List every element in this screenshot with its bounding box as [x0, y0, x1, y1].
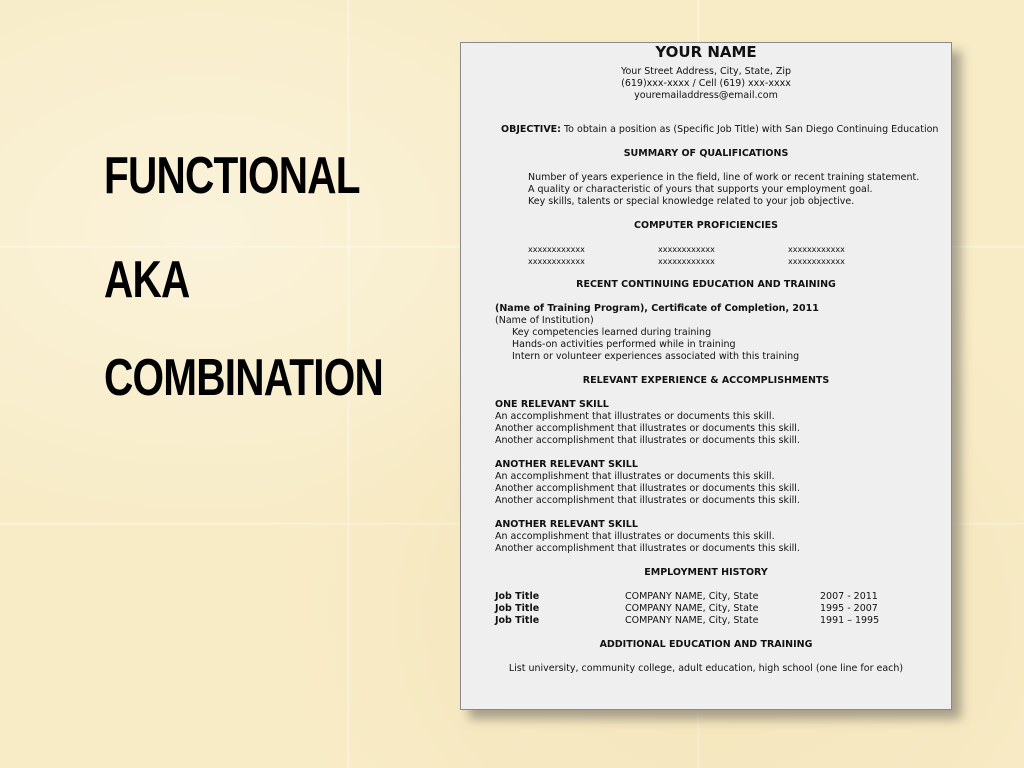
job-company: COMPANY NAME, City, State [625, 603, 759, 614]
heading-combination: COMBINATION [104, 349, 384, 407]
program-detail: Intern or volunteer experiences associated with this training [512, 351, 800, 362]
objective-line [501, 124, 938, 136]
summary-heading: SUMMARY OF QUALIFICATIONS [623, 148, 789, 159]
institution: (Name of Institution) [495, 315, 594, 326]
objective-label: OBJECTIVE: [501, 124, 561, 135]
summary-line: A quality or characteristic of yours that supports your employment goal. [528, 184, 873, 195]
employment-heading: EMPLOYMENT HISTORY [644, 567, 768, 578]
program-detail: Hands-on activities performed while in training [512, 339, 736, 350]
education-heading: RECENT CONTINUING EDUCATION AND TRAINING [576, 279, 836, 290]
heading-functional: FUNCTIONAL [104, 147, 360, 205]
resume-email: youremailaddress@email.com [634, 90, 778, 101]
skill-item: An accomplishment that illustrates or documents this skill. [495, 531, 775, 542]
additional-heading: ADDITIONAL EDUCATION AND TRAINING [599, 639, 813, 650]
skill-item: Another accomplishment that illustrates or documents this skill. [495, 423, 800, 434]
experience-heading: RELEVANT EXPERIENCE & ACCOMPLISHMENTS [582, 375, 830, 386]
resume-page [460, 42, 952, 710]
summary-line: Number of years experience in the field, line of work or recent training statement. [528, 172, 920, 183]
skill-item: Another accomplishment that illustrates or documents this skill. [495, 483, 800, 494]
computer-cell: xxxxxxxxxxxx [658, 245, 715, 254]
computer-cell: xxxxxxxxxxxx [658, 257, 715, 266]
resume-name: YOUR NAME [655, 43, 757, 61]
computer-cell: xxxxxxxxxxxx [788, 257, 845, 266]
skill-title: ANOTHER RELEVANT SKILL [495, 519, 638, 530]
computer-cell: xxxxxxxxxxxx [528, 245, 585, 254]
job-dates: 1995 - 2007 [820, 603, 878, 614]
additional-text: List university, community college, adult education, high school (one line for each) [508, 663, 904, 674]
skill-title: ANOTHER RELEVANT SKILL [495, 459, 638, 470]
computer-cell: xxxxxxxxxxxx [528, 257, 585, 266]
job-dates: 1991 – 1995 [820, 615, 880, 626]
computer-cell: xxxxxxxxxxxx [788, 245, 845, 254]
skill-item: Another accomplishment that illustrates or documents this skill. [495, 435, 800, 446]
objective-text: To obtain a position as (Specific Job Title) with San Diego Continuing Education [560, 124, 939, 135]
skill-item: Another accomplishment that illustrates or documents this skill. [495, 495, 800, 506]
skill-item: Another accomplishment that illustrates or documents this skill. [495, 543, 800, 554]
computer-heading: COMPUTER PROFICIENCIES [634, 220, 778, 231]
summary-line: Key skills, talents or special knowledge related to your job objective. [528, 196, 855, 207]
skill-title: ONE RELEVANT SKILL [495, 399, 609, 410]
job-title: Job Title [495, 603, 540, 614]
job-title: Job Title [495, 615, 540, 626]
job-company: COMPANY NAME, City, State [625, 591, 759, 602]
resume-address: Your Street Address, City, State, Zip [620, 66, 792, 77]
resume-phone: (619)xxx-xxxx / Cell (619) xxx-xxxx [621, 78, 791, 89]
job-dates: 2007 - 2011 [820, 591, 878, 602]
skill-item: An accomplishment that illustrates or documents this skill. [495, 471, 775, 482]
job-title: Job Title [495, 591, 540, 602]
heading-aka: AKA [104, 251, 190, 309]
job-company: COMPANY NAME, City, State [625, 615, 759, 626]
program-title: (Name of Training Program), Certificate of Completion, 2011 [495, 303, 819, 314]
skill-item: An accomplishment that illustrates or documents this skill. [495, 411, 775, 422]
program-detail: Key competencies learned during training [512, 327, 712, 338]
